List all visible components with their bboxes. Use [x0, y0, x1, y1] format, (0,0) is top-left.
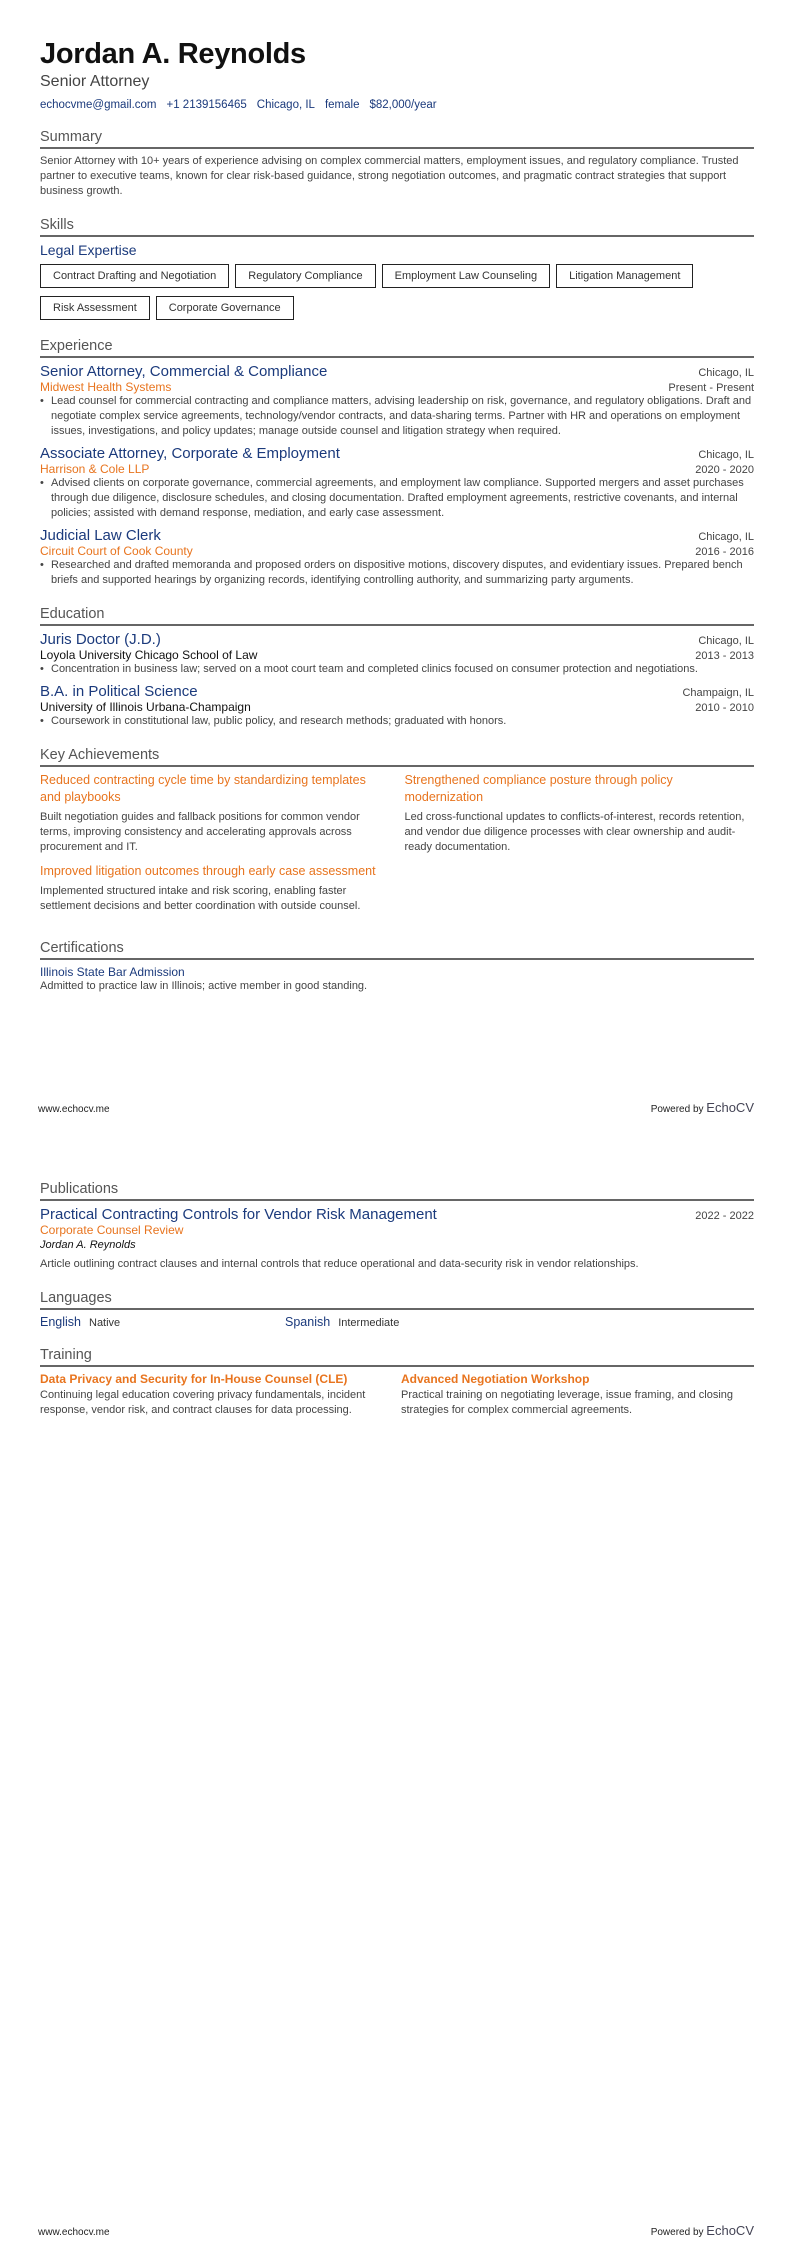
training-item: [40, 1372, 393, 1418]
skill-chip: Litigation Management: [556, 264, 693, 288]
skill-group-title: Legal Expertise: [40, 242, 137, 258]
resume-page-2: [0, 1123, 794, 2246]
edu-location: Champaign, IL: [682, 687, 754, 699]
education-item: [40, 631, 754, 677]
job-title: Judicial Law Clerk: [40, 527, 161, 544]
experience-section: [40, 338, 754, 588]
publications-section: [40, 1181, 754, 1272]
certification-title: Illinois State Bar Admission: [40, 965, 185, 979]
brand-logo[interactable]: EchoCV: [706, 2223, 754, 2238]
publication-text: Article outlining contract clauses and internal controls that reduce operational and data-security risk in vendor relationships.: [40, 1258, 639, 1270]
language-level: Intermediate: [338, 1317, 400, 1329]
edu-dates: 2013 - 2013: [695, 650, 754, 662]
achievement-title: Improved litigation outcomes through early case assessment: [40, 864, 376, 878]
section-heading: Languages: [40, 1290, 754, 1310]
languages-section: [40, 1290, 754, 1329]
location: Chicago, IL: [256, 99, 315, 111]
training-text: Continuing legal education covering privacy fundamentals, incident response, vendor risk, and contract clauses for data processing.: [40, 1389, 366, 1416]
experience-item: [40, 363, 754, 439]
training-text: Practical training on negotiating leverage, issue framing, and closing strategies for complex commercial agreements.: [401, 1389, 734, 1416]
salary: $82,000/year: [369, 99, 437, 111]
skills-section: [40, 217, 754, 320]
employer: Midwest Health Systems: [40, 380, 172, 394]
edu-location: Chicago, IL: [698, 635, 754, 647]
achievement-item: [405, 772, 755, 855]
section-heading: Certifications: [40, 940, 754, 960]
school: Loyola University Chicago School of Law: [40, 648, 258, 662]
job-bullet: • Lead counsel for commercial contracting and compliance matters, advising leadership on risk, governance, and regulatory obligations. Draft and negotiate complex service agreements, technology/vendor contracts, and data-sharing terms. Partner with HR and operations on employment issues, investigations, and policy updates; manage outside counsel and litigation strategy when required.: [40, 394, 754, 439]
job-location: Chicago, IL: [698, 449, 754, 461]
email-link[interactable]: echocvme@gmail.com: [40, 99, 157, 111]
brand-logo[interactable]: EchoCV: [706, 1100, 754, 1115]
school: University of Illinois Urbana-Champaign: [40, 700, 251, 714]
certifications-section: [40, 940, 754, 994]
edu-bullet: • Coursework in constitutional law, public policy, and research methods; graduated with honors.: [40, 714, 754, 729]
page-footer: [38, 2223, 754, 2238]
training-title: Advanced Negotiation Workshop: [401, 1372, 590, 1386]
language-level: Native: [89, 1317, 121, 1329]
job-location: Chicago, IL: [698, 531, 754, 543]
job-bullet: • Advised clients on corporate governance, commercial agreements, and employment law compliance. Supported mergers and asset purchases through due diligence, disclosure schedules, and closing documentation. Drafted employment agreements, restrictive covenants, and internal policies; assisted with demand response, mediation, and early case assessment.: [40, 476, 754, 521]
employer: Circuit Court of Cook County: [40, 544, 193, 558]
job-bullet: • Researched and drafted memoranda and proposed orders on dispositive motions, discovery disputes, and evidentiary issues. Prepared bench briefs and supported hearings by organizing records, identifying controlling authority, and summarizing party arguments.: [40, 558, 754, 588]
edu-bullet: • Concentration in business law; served on a moot court team and completed clinics focused on consumer protection and negotiations.: [40, 662, 754, 677]
publication-authors: Jordan A. Reynolds: [40, 1239, 136, 1251]
summary-text: Senior Attorney with 10+ years of experience advising on complex commercial matters, employment issues, and regulatory compliance. Trusted partner to executive teams, known for clear risk-based guidance, strong negotiation outcomes, and pragmatic contract strategies that support business growth.: [40, 155, 739, 197]
job-location: Chicago, IL: [698, 367, 754, 379]
edu-dates: 2010 - 2010: [695, 702, 754, 714]
achievement-item: [40, 863, 390, 914]
publication-title: Practical Contracting Controls for Vendor Risk Management: [40, 1206, 437, 1223]
section-heading: Skills: [40, 217, 754, 237]
skill-chip: Regulatory Compliance: [235, 264, 375, 288]
site-link[interactable]: www.echocv.me: [38, 2227, 110, 2238]
achievements-section: [40, 747, 754, 922]
achievement-text: Built negotiation guides and fallback positions for common vendor terms, improving consistency and accelerating approvals across procurement and IT.: [40, 811, 360, 853]
section-heading: Experience: [40, 338, 754, 358]
candidate-name: Jordan A. Reynolds: [40, 38, 306, 70]
certification-item: [40, 965, 390, 994]
section-heading: Summary: [40, 129, 754, 149]
achievement-text: Implemented structured intake and risk scoring, enabling faster settlement decisions and better coordination with outside counsel.: [40, 885, 361, 912]
language-name: Spanish: [285, 1315, 331, 1329]
job-title: Associate Attorney, Corporate & Employment: [40, 445, 340, 462]
experience-item: [40, 445, 754, 521]
contact-info: [40, 99, 754, 111]
site-link[interactable]: www.echocv.me: [38, 1104, 110, 1115]
section-heading: Training: [40, 1347, 754, 1367]
achievement-title: Strengthened compliance posture through policy modernization: [404, 773, 673, 804]
publication-dates: 2022 - 2022: [695, 1210, 754, 1222]
certification-text: Admitted to practice law in Illinois; active member in good standing.: [40, 980, 368, 992]
achievement-text: Led cross-functional updates to conflicts-of-interest, records retention, and vendor due diligence processes with clear ownership and audit-ready documentation.: [404, 811, 745, 853]
phone: +1 2139156465: [166, 99, 247, 111]
section-heading: Education: [40, 606, 754, 626]
language-item: [285, 1315, 530, 1329]
summary-section: [40, 129, 754, 199]
powered-by: Powered by: [650, 1104, 704, 1115]
gender: female: [324, 99, 360, 111]
skill-chip: Contract Drafting and Negotiation: [40, 264, 229, 288]
degree: Juris Doctor (J.D.): [40, 631, 161, 648]
page-footer: [38, 1100, 754, 1115]
powered-by: Powered by: [650, 2227, 704, 2238]
job-title: Senior Attorney, Commercial & Compliance: [40, 363, 328, 380]
training-section: [40, 1347, 754, 1418]
skill-chip: Employment Law Counseling: [382, 264, 550, 288]
skill-chip: Corporate Governance: [156, 296, 294, 320]
candidate-title: Senior Attorney: [40, 73, 150, 90]
job-dates: 2016 - 2016: [695, 546, 754, 558]
education-item: [40, 683, 754, 729]
training-title: Data Privacy and Security for In-House Counsel (CLE): [40, 1372, 348, 1386]
training-item: [401, 1372, 754, 1418]
achievement-title: Reduced contracting cycle time by standardizing templates and playbooks: [40, 773, 366, 804]
employer: Harrison & Cole LLP: [40, 462, 150, 476]
publisher: Corporate Counsel Review: [40, 1223, 184, 1237]
degree: B.A. in Political Science: [40, 683, 198, 700]
section-heading: Publications: [40, 1181, 754, 1201]
skill-chip: Risk Assessment: [40, 296, 150, 320]
language-name: English: [40, 1315, 81, 1329]
section-heading: Key Achievements: [40, 747, 754, 767]
job-dates: Present - Present: [668, 382, 754, 394]
experience-item: [40, 527, 754, 588]
education-section: [40, 606, 754, 729]
language-item: [40, 1315, 285, 1329]
job-dates: 2020 - 2020: [695, 464, 754, 476]
achievement-item: [40, 772, 390, 855]
